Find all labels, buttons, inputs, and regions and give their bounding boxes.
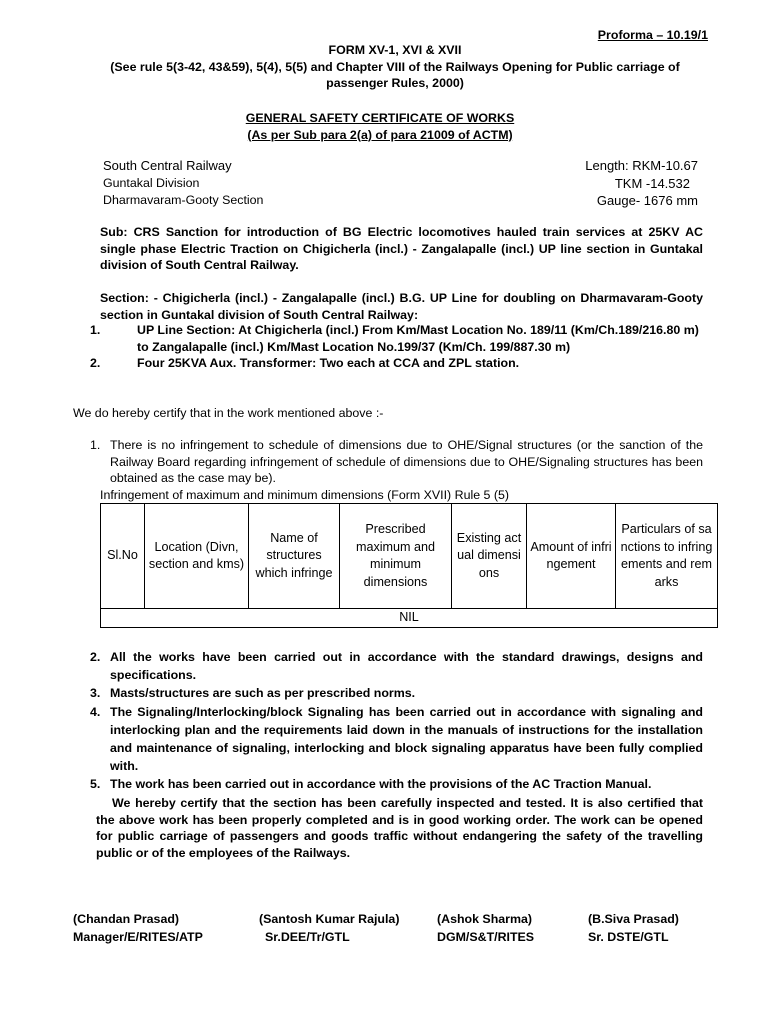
header-sl-no: Sl.No [101, 504, 145, 609]
section-item-number: 1. [90, 323, 101, 337]
section-item [90, 355, 710, 372]
proforma-reference: Proforma – 10.19/1 [597, 28, 708, 42]
header-existing-dimensions: Existing actual dimensions [452, 504, 527, 609]
railway-zone: South Central Railway [103, 158, 232, 173]
railway-section: Dharmavaram-Gooty Section [103, 193, 264, 207]
item-text: The work has been carried out in accordance with the provisions of the AC Traction Manual. [110, 777, 652, 792]
section-item-number: 2. [90, 356, 101, 371]
section-item-line: to Zangalapalle (incl.) Km/Mast Location No.199/37 (Km/Ch. 199/887.30 m) [137, 339, 571, 354]
item-text: Masts/structures are such as per prescribed norms. [110, 686, 416, 701]
item-number: 2. [90, 650, 101, 664]
header-particulars-sanctions: Particulars of sanctions to infringements and remarks [616, 504, 718, 609]
table-nil-cell: NIL [101, 609, 718, 628]
item-text: There is no infringement to schedule of dimensions due to OHE/Signal structures (or the sanction of the Railway Board regarding infringement of schedule of dimensions due to OHE/Signaling structures has been obtained as the case may be). [110, 438, 703, 486]
signatory-designation: Sr.DEE/Tr/GTL [265, 930, 350, 944]
section-items-list [90, 322, 710, 372]
final-certification-paragraph: We hereby certify that the section has been carefully inspected and tested. It is also certified that the above work has been properly completed and is in good working order. The work can be opened for public carriage of passengers and goods traffic without endangering the safety of the travelling public or of the employees of the Railways. [96, 796, 703, 861]
item-number: 4. [90, 704, 101, 719]
title-line-2: (As per Sub para 2(a) of para 21009 of ACTM) [247, 127, 513, 142]
railway-info-right [585, 157, 698, 210]
item-number: 3. [90, 686, 101, 701]
signatory [73, 910, 203, 946]
signatory-designation: Sr. DSTE/GTL [588, 930, 669, 944]
document-title [160, 110, 600, 143]
certificate-item [90, 703, 703, 776]
signatory [588, 910, 679, 946]
certificate-item [90, 684, 703, 702]
header-structures: Name of structures which infringe [249, 504, 340, 609]
certificate-item [90, 437, 703, 487]
signatory-name: (B.Siva Prasad) [588, 912, 679, 926]
certificate-items-list [90, 648, 703, 794]
table-row [101, 609, 718, 628]
section-item-line: Four 25KVA Aux. Transformer: Two each at CCA and ZPL station. [137, 356, 520, 371]
certificate-item [90, 648, 703, 684]
header-amount-infringement: Amount of infringement [527, 504, 616, 609]
signatory-name: (Chandan Prasad) [73, 912, 180, 926]
signatory [437, 910, 534, 946]
section-item-line: UP Line Section: At Chigicherla (incl.) From Km/Mast Location No. 189/11 (Km/Ch.189/216.80 m) [137, 323, 699, 337]
header-prescribed-dimensions: Prescribed maximum and minimum dimensions [340, 504, 452, 609]
signatory-name: (Santosh Kumar Rajula) [259, 912, 400, 926]
item-number: 1. [90, 438, 101, 452]
railway-division: Guntakal Division [103, 175, 200, 190]
certificate-item [90, 775, 703, 793]
section-item [90, 322, 710, 355]
infringement-table [100, 503, 718, 628]
signatory-name: (Ashok Sharma) [437, 912, 533, 926]
table-caption: Infringement of maximum and minimum dimensions (Form XVII) Rule 5 (5) [100, 488, 510, 502]
signatory-designation: Manager/E/RITES/ATP [73, 930, 203, 944]
railway-info-left [103, 157, 263, 210]
header-location: Location (Divn, section and kms) [145, 504, 249, 609]
item-number: 5. [90, 777, 101, 792]
subject-paragraph: Sub: CRS Sanction for introduction of BG Electric locomotives hauled train services at 25KV AC single phase Electric Traction on Chigicherla (incl.) - Zangalapalle (incl.) UP line section in Guntakal division of South Central Railway. [100, 225, 703, 273]
title-line-1: GENERAL SAFETY CERTIFICATE OF WORKS [245, 111, 515, 125]
route-length: Length: RKM-10.67 [585, 158, 698, 173]
item-text: The Signaling/Interlocking/block Signaling has been carried out in accordance with signaling and interlocking plan and the requirements laid down in the manuals of instructions for the installation and maintenance of signaling, interlocking and block signaling apparatus have been fully complied with. [110, 704, 703, 774]
track-km: TKM -14.532 [614, 175, 690, 191]
signatory-designation: DGM/S&T/RITES [437, 930, 535, 944]
table-header-row [101, 504, 718, 609]
rule-reference: (See rule 5(3-42, 43&59), 5(4), 5(5) and Chapter VIII of the Railways Opening for Public carriage of passenger Rules, 2000) [110, 59, 680, 91]
signatory [259, 910, 399, 946]
item-text: All the works have been carried out in accordance with the standard drawings, designs and specifications. [110, 650, 703, 683]
certify-intro: We do hereby certify that in the work mentioned above :- [73, 406, 384, 420]
form-header [95, 42, 695, 92]
gauge: Gauge- 1676 mm [596, 193, 698, 208]
section-paragraph: Section: - Chigicherla (incl.) - Zangalapalle (incl.) B.G. UP Line for doubling on Dharmavaram-Gooty section in Guntakal division of South Central Railway: [100, 291, 703, 322]
form-number: FORM XV-1, XVI & XVII [328, 43, 462, 57]
